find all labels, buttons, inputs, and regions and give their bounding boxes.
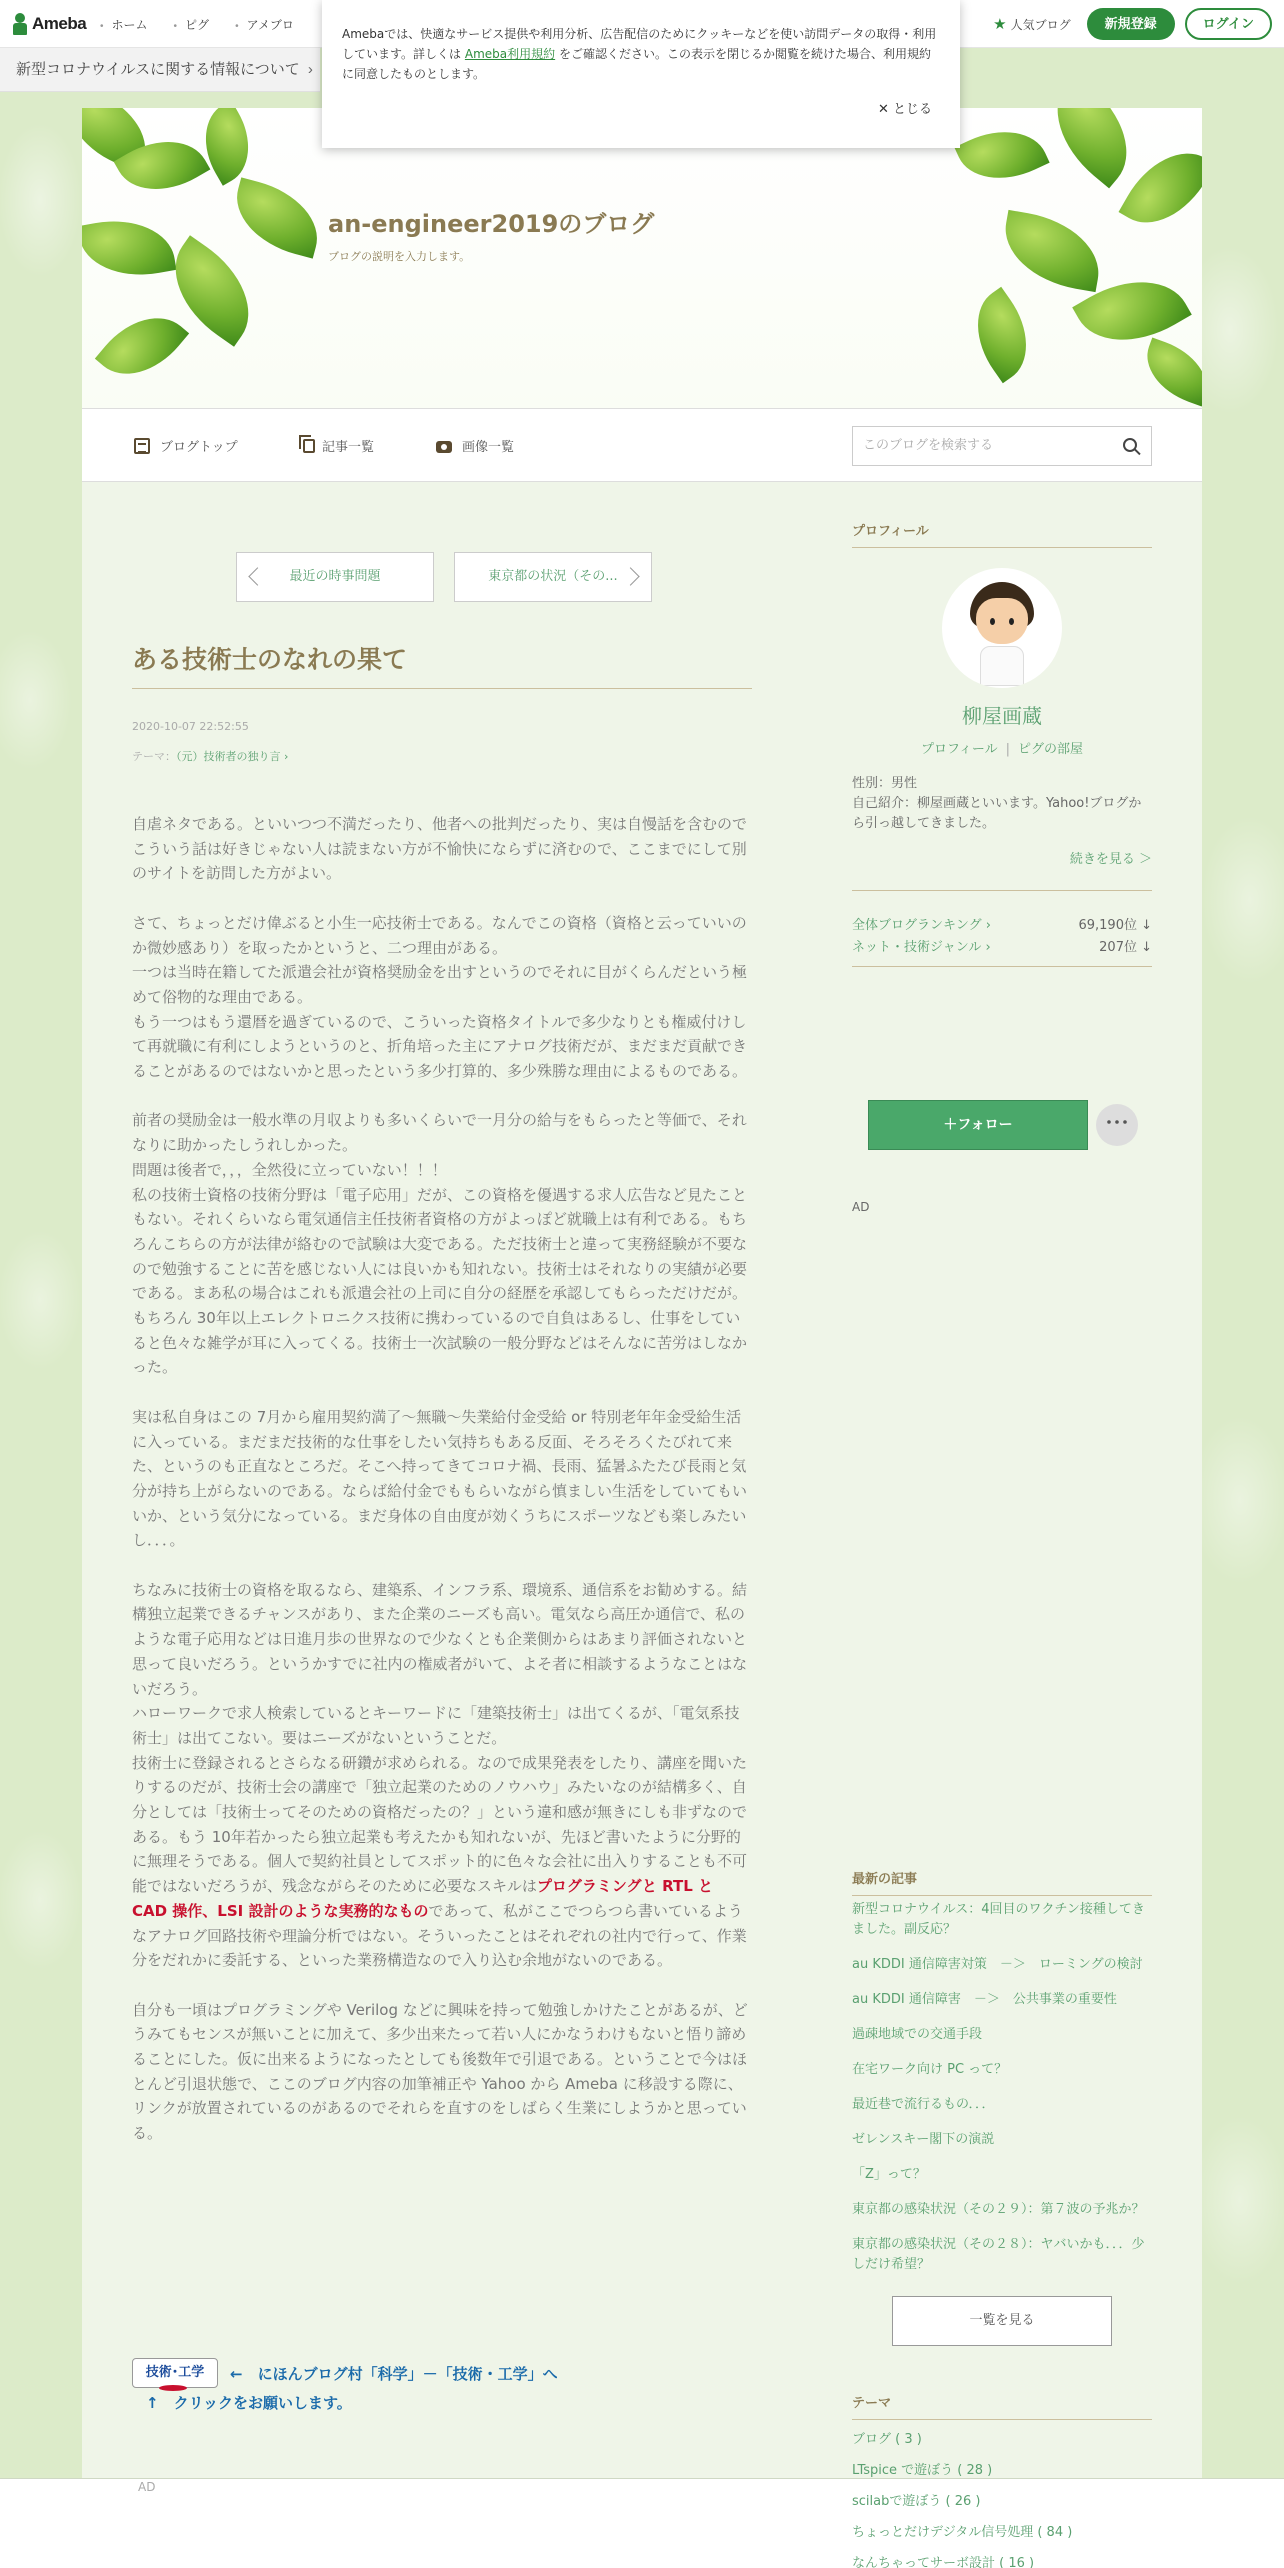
ad-label: AD bbox=[138, 2480, 156, 2494]
paragraph: 自分も一頃はプログラミングや Verilog などに興味を持って勉強しかけたことがあるが、どうみてもセンスが無いことに加えて、多少出来たって若い人にかなうわけもないと悟り諦めることにした。仮に出来るようになったとしても後数年で引退である。ということで今はほとんど引退状態で、ここのブログ内容の加筆補正や Yahoo から Ameba に移設する際に、リンクが放置されているのがあるのでそれらを直すのをしばらく生業にしようかと思っている。 bbox=[132, 2000, 748, 2143]
terms-link[interactable]: Ameba利用規約 bbox=[464, 47, 556, 61]
login-button[interactable]: ログイン bbox=[1185, 8, 1272, 40]
paragraph-text: ちなみに技術士の資格を取るなら、建築系、インフラ系、環境系、通信系をお勧めする。結構独立起業できるチャンスがあり、また企業のニーズも高い。電気なら高圧か通信で、私のような電子応用などは日進月歩の世界なので少なくとも企業側からはあまり評価されないと思って良いだろう。というかすでに社内の権威者がいて、よそ者に相談するようなことはないだろう。 ハローワークで求人検索しているとキーワードに「建築技術士」は出てくるが、「電気系技術士」は出てこない。要はニーズがないということだ。 技術士に登録されるとさらなる研鑽が求められる。なので成果発表をしたり、講座を聞いたりするのだが、技術士会の講座で「独立起業のためのノウハウ」みたいなのが結構多く、自分としては「技術士ってそのための資格だったの？」という違和感が無きにしも非ずなのである。もう 10年若かったら独立起業も考えたかも知れないが、先ほど書いたように分野的に無理そうである。個人で契約社員としてスポット的に色々な会社に出入りすることも不可能ではないだろうが、残念ながらそのために必要なスキルは bbox=[132, 1580, 748, 1896]
cookie-text-2: をご確認ください。この表示を閉じるか閲覧を続けた場合、利用規約に同意したものとします。 bbox=[342, 47, 931, 81]
register-button[interactable]: 新規登録 bbox=[1087, 8, 1175, 40]
recent-article-link[interactable]: au KDDI 通信障害 －＞ 公共事業の重要性 bbox=[852, 1992, 1117, 2007]
nav-article-list[interactable] bbox=[300, 436, 374, 455]
profile-name[interactable]: 柳屋画蔵 bbox=[962, 704, 1042, 728]
entry-body bbox=[132, 812, 752, 2171]
ad-label: AD bbox=[852, 1200, 870, 1214]
avatar-eye bbox=[990, 618, 995, 625]
ranking-value: 207位 ↓ bbox=[1099, 940, 1152, 955]
nav-article-list-label: 記事一覧 bbox=[322, 440, 375, 455]
theme-link[interactable]: （元）技術者の独り言 › bbox=[176, 750, 289, 763]
covid-info-bar[interactable] bbox=[0, 48, 320, 92]
article-pager bbox=[236, 552, 652, 602]
next-article-button[interactable]: 東京都の状況（その... bbox=[454, 552, 652, 602]
theme-list bbox=[852, 2430, 1152, 2568]
blog-search-input[interactable] bbox=[852, 426, 1152, 466]
blog-nav bbox=[82, 408, 1202, 482]
document-icon bbox=[134, 438, 150, 454]
ranking-value: 69,190位 ↓ bbox=[1078, 918, 1152, 933]
paragraph: 実は私自身はこの 7月から雇用契約満了～無職～失業給付金受給 or 特別老年年金受給生活に入っている。まだまだ技術的な仕事をしたい気持ちもある反面、そろそろくたびれて来た、というのも正直なところだ。そこへ持ってきてコロナ禍、長雨、猛暑ふたたび長雨と気分が持ち上がらないのである。ならば給付金でももらいながら慎ましい生活をしていてもいいか、という気分になっている。まだ身体の自由度が効くうちにスポーツなども楽しみたいし．．．。 bbox=[132, 1407, 748, 1550]
recent-article-link[interactable]: 最近巷で流行るもの．．． bbox=[852, 2097, 995, 2112]
popular-blog-label: 人気ブログ bbox=[1010, 17, 1071, 32]
ranking-row-overall[interactable] bbox=[852, 914, 1152, 933]
divider bbox=[852, 890, 1152, 891]
theme-link[interactable]: ブログ ( 3 ) bbox=[852, 2432, 922, 2447]
blog-header-banner bbox=[82, 108, 1202, 408]
follow-button[interactable]: ＋フォロー bbox=[868, 1100, 1088, 1150]
recent-article-link[interactable]: 「Z」って？ bbox=[852, 2167, 926, 2182]
profile-link[interactable]: プロフィール bbox=[920, 742, 998, 757]
recent-article-link[interactable]: 在宅ワーク向け PC って？ bbox=[852, 2062, 1008, 2077]
ameba-logo[interactable] bbox=[12, 12, 86, 36]
avatar-face bbox=[976, 598, 1028, 644]
recent-article-link[interactable]: 東京都の感染状況（その２８）：ヤバいかも．．．少しだけ希望？ bbox=[852, 2237, 1145, 2272]
nav-blog-top[interactable] bbox=[134, 436, 238, 455]
nav-blog-top-label: ブログトップ bbox=[160, 440, 238, 455]
global-nav-ameblo[interactable]: • アメブロ bbox=[235, 16, 294, 33]
theme-heading: テーマ bbox=[852, 2392, 1152, 2420]
blog-title[interactable]: an-engineer2019のブログ bbox=[328, 210, 655, 238]
avatar-eye bbox=[1009, 618, 1014, 625]
profile-info bbox=[852, 774, 1152, 834]
leaf-decoration bbox=[226, 177, 328, 258]
covid-info-text: 新型コロナウイルスに関する情報について bbox=[16, 61, 300, 78]
avatar-body bbox=[980, 646, 1024, 686]
cookie-text-1: Amebaでは、快適なサービス提供や利用分析、広告配信のためにクッキーなどを使い訪問データの取得・利用しています。詳しくは bbox=[342, 27, 937, 61]
profile-gender: 性別：男性 bbox=[852, 776, 918, 791]
crown-icon: ★ bbox=[993, 16, 1007, 33]
leaf-decoration bbox=[1032, 108, 1151, 188]
paragraph: 自虐ネタである。といいつつ不満だったり、他者への批判だったり、実は自慢話を含むのでこういう話は好きじゃない人は読まない方が不愉快にならずに済むので、ここまでにして別のサイトを訪問した方がよい。 bbox=[132, 815, 748, 883]
global-nav bbox=[100, 16, 294, 33]
profile-links bbox=[852, 738, 1152, 757]
pigg-room-link[interactable]: ピグの部屋 bbox=[1018, 742, 1084, 757]
see-all-button[interactable]: 一覧を見る bbox=[892, 2296, 1112, 2346]
global-nav-pigg[interactable]: • ピグ bbox=[174, 16, 210, 33]
profile-intro: 自己紹介：柳屋画蔵といいます。Yahoo!ブログから引っ越してきました。 bbox=[852, 796, 1142, 831]
paragraph-text-after: であって、私がここでつらつら書いているようなアナログ回路技術や理論分析ではない。そういったことはそれぞれの社内で行って、作業分をだれかに委託する、といった業務構造なので入り込む余地がないのである。 bbox=[132, 1901, 747, 1970]
more-options-button[interactable]: ･･･ bbox=[1096, 1104, 1138, 1146]
entry-date: 2020-10-07 22:52:55 bbox=[132, 720, 249, 733]
blog-container bbox=[82, 108, 1202, 2568]
paragraph: 前者の奨励金は一般水準の月収よりも多いくらいで一月分の給与をもらったと等価で、それなりに助かったしうれしかった。 問題は後者で，，，全然役に立っていない！！！ 私の技術士資格の技術分野は「電子応用」だが、この資格を優遇する求人広告など見たこともない。それくらいなら電気通信主任技術者資格の方がよっぽど就職上は有利である。もちろんこちらの方が法律が絡むので試験は大変である。ただ技術士と違って実務経験が不要なので勉強することに苦を感じない人には良いかも知れない。技術士はそれなりの実績が必要である。まあ私の場合はこれも派遣会社の上司に自分の経歴を承認してもらっただけだが。もちろん 30年以上エレクトロニクス技術に携わっているので自負はあるし、仕事をしていると色々な雑学が耳に入ってくる。技術士一次試験の一般分野などはそんなに苦労はしなかった。 bbox=[132, 1111, 748, 1377]
prev-article-button[interactable]: 最近の時事問題 bbox=[236, 552, 434, 602]
click-request-text: ↑ クリックをお願いします。 bbox=[146, 2394, 352, 2412]
recent-heading: 最新の記事 bbox=[852, 1868, 1152, 1896]
camera-icon bbox=[436, 441, 452, 453]
ranking-label: ネット・技術ジャンル › bbox=[852, 940, 991, 955]
blog-description: ブログの説明を入力します。 bbox=[328, 250, 471, 263]
search-placeholder: このブログを検索する bbox=[863, 438, 994, 453]
global-nav-home[interactable]: • ホーム bbox=[100, 16, 148, 33]
theme-link[interactable]: なんちゃってサーボ設計 ( 16 ) bbox=[852, 2556, 1035, 2568]
blog-village-link[interactable]: ← にほんブログ村「科学」－「技術・工学」へ bbox=[230, 2364, 558, 2383]
recent-article-link[interactable]: 新型コロナウイルス：4回目のワクチン接種してきました。副反応？ bbox=[852, 1902, 1145, 1937]
theme-link[interactable]: ちょっとだけデジタル信号処理 ( 84 ) bbox=[852, 2525, 1073, 2540]
nav-image-list[interactable] bbox=[436, 436, 514, 455]
entry-title: ある技術士のなれの果て bbox=[132, 640, 752, 689]
ranking-label: 全体ブログランキング › bbox=[852, 918, 991, 933]
copy-icon bbox=[303, 439, 315, 453]
cookie-close-button[interactable]: ✕ とじる bbox=[877, 102, 932, 117]
ameba-logo-icon bbox=[12, 13, 28, 35]
nav-image-list-label: 画像一覧 bbox=[462, 440, 515, 455]
recent-article-link[interactable]: au KDDI 通信障害対策 －＞ ローミングの検討 bbox=[852, 1957, 1143, 1972]
leaf-decoration bbox=[997, 210, 1107, 292]
divider bbox=[852, 966, 1152, 967]
popular-blog-link[interactable] bbox=[993, 15, 1070, 33]
theme-label: テーマ： bbox=[132, 750, 176, 763]
ranking-row-genre[interactable] bbox=[852, 936, 1152, 955]
profile-heading: プロフィール bbox=[852, 520, 1152, 548]
theme-link[interactable]: scilabで遊ぼう ( 26 ) bbox=[852, 2494, 981, 2509]
leaf-decoration bbox=[1119, 134, 1202, 242]
ameba-logo-text: Ameba bbox=[32, 14, 87, 33]
leaf-decoration bbox=[95, 297, 189, 394]
leaf-decoration bbox=[957, 287, 1047, 384]
entry-theme bbox=[132, 748, 288, 764]
header-actions bbox=[993, 8, 1272, 40]
avatar[interactable] bbox=[942, 568, 1062, 688]
paragraph-with-highlight bbox=[132, 1578, 752, 1973]
recent-article-link[interactable]: ゼレンスキー閣下の演説 bbox=[852, 2132, 995, 2147]
blog-village-badge[interactable]: 技術･工学 bbox=[132, 2358, 218, 2388]
leaf-decoration bbox=[954, 114, 1049, 197]
paragraph: さて、ちょっとだけ偉ぶると小生一応技術士である。なんでこの資格（資格と云っていいのか微妙感あり）を取ったかというと、二つ理由がある。 一つは当時在籍してた派遣会社が資格奨励金を出すというのでそれに目がくらんだという極めて俗物的な理由である。 もう一つはもう還暦を過ぎているので、こういった資格タイトルで多少なりとも権威付けして再就職に有利にしようというのと、折角培った主にアナログ技術だが、まだまだ貢献できることがあるのではないかと思ったという多少打算的、多少殊勝な理由によるものである。 bbox=[132, 913, 748, 1081]
profile-more-link[interactable]: 続きを見る ＞ bbox=[1069, 852, 1152, 867]
recent-articles-list bbox=[852, 1900, 1152, 2290]
separator: | bbox=[1005, 742, 1011, 757]
highlight-text: プログラミングと RTL と CAD 操作、LSI 設計のような実務的なもの bbox=[132, 1877, 713, 1920]
recent-article-link[interactable]: 東京都の感染状況（その２９）：第７波の予兆か？ bbox=[852, 2202, 1145, 2217]
cookie-consent-popup bbox=[322, 0, 960, 148]
leaf-decoration bbox=[82, 211, 177, 286]
chevron-right-icon: › bbox=[307, 61, 313, 78]
recent-article-link[interactable]: 過疎地域での交通手段 bbox=[852, 2027, 983, 2042]
search-icon[interactable] bbox=[1123, 438, 1137, 452]
leaf-decoration bbox=[1136, 337, 1202, 406]
theme-link[interactable]: LTspice で遊ぼう ( 28 ) bbox=[852, 2463, 993, 2478]
blog-village-banner bbox=[132, 2358, 558, 2388]
